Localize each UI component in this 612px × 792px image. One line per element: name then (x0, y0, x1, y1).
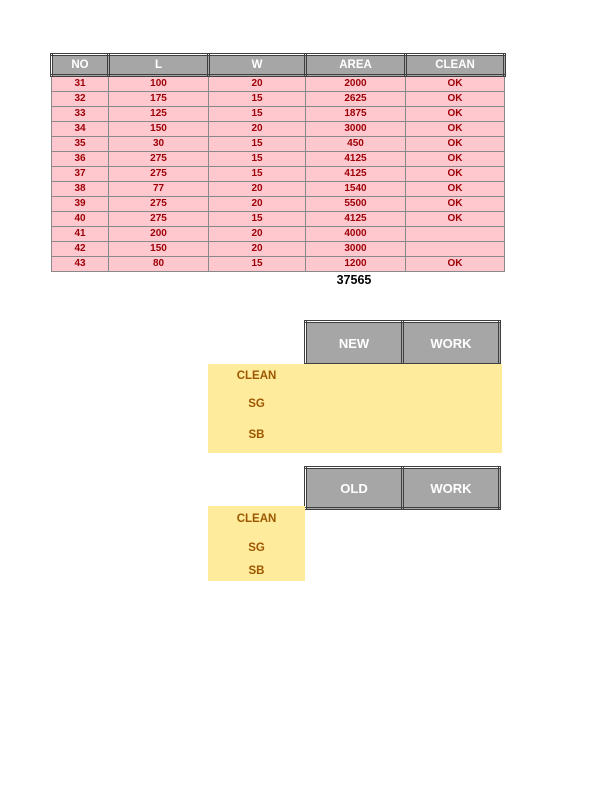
cell-l[interactable]: 100 (109, 76, 209, 92)
table-row (52, 197, 505, 212)
cell-l[interactable]: 275 (109, 167, 209, 182)
cell-no[interactable]: 40 (52, 212, 109, 227)
table-row (52, 212, 505, 227)
cell-area[interactable]: 1875 (306, 107, 406, 122)
cell-no[interactable]: 41 (52, 227, 109, 242)
cell-w[interactable]: 20 (209, 242, 306, 257)
cell-no[interactable]: 38 (52, 182, 109, 197)
cell-area[interactable]: 3000 (306, 122, 406, 137)
cell-l[interactable]: 80 (109, 257, 209, 272)
cell-w[interactable]: 20 (209, 197, 306, 212)
new-work-header-new: NEW (306, 322, 403, 365)
table-row (52, 257, 505, 272)
cell-area[interactable]: 2625 (306, 92, 406, 107)
cell-clean[interactable]: OK (406, 167, 505, 182)
cell-l[interactable]: 125 (109, 107, 209, 122)
cell-l[interactable]: 200 (109, 227, 209, 242)
cell-area[interactable]: 1200 (306, 257, 406, 272)
table-row (52, 152, 505, 167)
cell-clean[interactable]: OK (406, 197, 505, 212)
table-header-row (52, 55, 505, 76)
new-work-header-work: WORK (403, 322, 500, 365)
cell-l[interactable]: 77 (109, 182, 209, 197)
cell-area[interactable]: 450 (306, 137, 406, 152)
cell-w[interactable]: 15 (209, 167, 306, 182)
cell-clean[interactable]: OK (406, 122, 505, 137)
cell-w[interactable]: 20 (209, 122, 306, 137)
old-work-header (304, 466, 501, 510)
table-row (52, 182, 505, 197)
cell-w[interactable]: 15 (209, 107, 306, 122)
cell-w[interactable]: 15 (209, 92, 306, 107)
cell-area[interactable]: 2000 (306, 76, 406, 92)
table-row (52, 76, 505, 92)
old-work-header-work: WORK (403, 468, 500, 509)
cell-no[interactable]: 42 (52, 242, 109, 257)
area-table (50, 53, 506, 272)
table-row (52, 167, 505, 182)
old-work-label-sg: SG (248, 542, 265, 554)
header-w: W (209, 55, 306, 76)
cell-clean[interactable]: OK (406, 257, 505, 272)
cell-no[interactable]: 31 (52, 76, 109, 92)
cell-clean[interactable]: OK (406, 212, 505, 227)
cell-w[interactable]: 15 (209, 137, 306, 152)
cell-no[interactable]: 39 (52, 197, 109, 212)
new-work-header (304, 320, 501, 366)
table-row (52, 227, 505, 242)
cell-clean[interactable]: OK (406, 182, 505, 197)
header-no: NO (52, 55, 109, 76)
new-work-label-clean: CLEAN (236, 370, 277, 382)
cell-l[interactable]: 275 (109, 197, 209, 212)
table-row (52, 92, 505, 107)
cell-area[interactable]: 4125 (306, 167, 406, 182)
cell-w[interactable]: 20 (209, 227, 306, 242)
cell-l[interactable]: 150 (109, 242, 209, 257)
cell-no[interactable]: 36 (52, 152, 109, 167)
cell-no[interactable]: 33 (52, 107, 109, 122)
cell-no[interactable]: 43 (52, 257, 109, 272)
header-area: AREA (306, 55, 406, 76)
cell-area[interactable]: 3000 (306, 242, 406, 257)
cell-l[interactable]: 30 (109, 137, 209, 152)
area-total[interactable]: 37565 (336, 273, 372, 287)
old-work-label-sb: SB (248, 565, 265, 577)
cell-no[interactable]: 34 (52, 122, 109, 137)
cell-w[interactable]: 15 (209, 152, 306, 167)
cell-l[interactable]: 275 (109, 152, 209, 167)
cell-clean[interactable]: OK (406, 92, 505, 107)
cell-no[interactable]: 32 (52, 92, 109, 107)
cell-l[interactable]: 275 (109, 212, 209, 227)
new-work-label-sg: SG (248, 398, 265, 410)
table-row (52, 122, 505, 137)
table-row (52, 242, 505, 257)
cell-clean[interactable]: OK (406, 137, 505, 152)
cell-w[interactable]: 20 (209, 76, 306, 92)
cell-area[interactable]: 4000 (306, 227, 406, 242)
cell-clean[interactable] (406, 227, 505, 242)
old-work-header-old: OLD (306, 468, 403, 509)
cell-area[interactable]: 4125 (306, 212, 406, 227)
cell-clean[interactable] (406, 242, 505, 257)
old-work-label-clean: CLEAN (236, 513, 277, 525)
cell-no[interactable]: 37 (52, 167, 109, 182)
cell-area[interactable]: 5500 (306, 197, 406, 212)
cell-area[interactable]: 4125 (306, 152, 406, 167)
cell-w[interactable]: 15 (209, 212, 306, 227)
cell-clean[interactable]: OK (406, 76, 505, 92)
table-row (52, 107, 505, 122)
new-work-label-sb: SB (248, 429, 265, 441)
cell-clean[interactable]: OK (406, 107, 505, 122)
cell-clean[interactable]: OK (406, 152, 505, 167)
cell-w[interactable]: 15 (209, 257, 306, 272)
cell-no[interactable]: 35 (52, 137, 109, 152)
table-row (52, 137, 505, 152)
header-clean: CLEAN (406, 55, 505, 76)
cell-area[interactable]: 1540 (306, 182, 406, 197)
cell-l[interactable]: 150 (109, 122, 209, 137)
cell-l[interactable]: 175 (109, 92, 209, 107)
header-l: L (109, 55, 209, 76)
cell-w[interactable]: 20 (209, 182, 306, 197)
